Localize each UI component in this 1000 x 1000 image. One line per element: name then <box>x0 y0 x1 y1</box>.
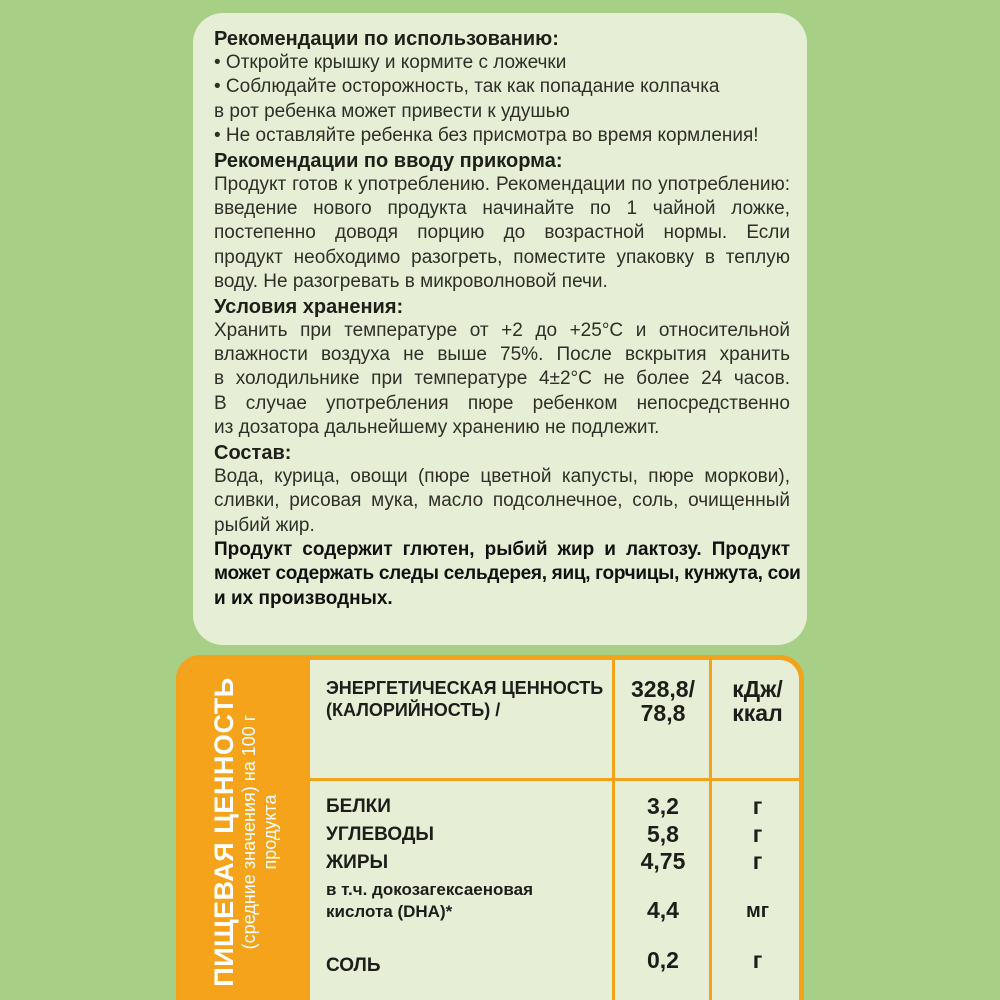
nutrient-value-protein: 3,2 <box>647 793 679 819</box>
usage-item: • Откройте крышку и кормите с ложечки <box>214 52 567 73</box>
introduction-line: введение нового продукта начинайте по 1 чайной ложке, <box>214 198 790 220</box>
introduction-line: постепенно доводя порцию до возрастной нормы. Если <box>214 222 790 244</box>
nutrient-name-fat: ЖИРЫ <box>326 852 389 873</box>
energy-label-line: (КАЛОРИЙНОСТЬ) / <box>326 700 501 720</box>
energy-label <box>326 677 603 721</box>
usage-item: • Не оставляйте ребенка без присмотра во время кормления! <box>214 125 759 147</box>
introduction-heading: Рекомендации по вводу прикорма: <box>214 149 563 172</box>
storage-line: влажности воздуха не выше 75%. После вскрытия хранить <box>214 344 790 366</box>
energy-unit <box>711 677 804 725</box>
nutrient-value-carbs: 5,8 <box>647 821 679 847</box>
nutrition-table <box>176 655 804 1000</box>
composition-line: сливки, рисовая мука, масло подсолнечное, соль, очищенный <box>214 490 790 512</box>
storage-line: Хранить при температуре от +2 до +25°С и относительной <box>214 319 790 341</box>
composition-heading: Состав: <box>214 441 292 464</box>
nutrition-subtitle: продукта <box>260 794 280 870</box>
energy-value-line: 78,8 <box>640 700 686 726</box>
storage-heading: Условия хранения: <box>214 295 404 318</box>
allergen-line: может содержать следы сельдерея, яиц, горчицы, кунжута, сои <box>214 563 801 585</box>
nutrient-name-carbs: УГЛЕВОДЫ <box>326 824 435 845</box>
allergen-line: и их производных. <box>214 587 393 609</box>
storage-line: из дозатора дальнейшему хранению не подлежит. <box>214 417 660 439</box>
nutrition-side-label <box>209 667 281 997</box>
energy-value-line: 328,8/ <box>631 676 695 702</box>
row-divider <box>310 778 799 781</box>
storage-line: В случае употребления пюре ребенком непосредственно <box>214 392 790 414</box>
nutrient-unit-salt: г <box>752 947 763 973</box>
introduction-line: воду. Не разогревать в микроволновой печи. <box>214 271 608 293</box>
nutrient-unit-carbs: г <box>752 821 763 847</box>
nutrition-side-panel <box>181 660 310 1000</box>
nutrient-value-fat: 4,75 <box>640 848 686 874</box>
info-card <box>193 13 807 645</box>
nutrient-value-salt: 0,2 <box>647 947 679 973</box>
energy-unit-line: кДж/ <box>732 676 783 702</box>
nutrient-unit-fat: г <box>752 848 763 874</box>
composition-line: Вода, курица, овощи (пюре цветной капусты, пюре моркови), <box>214 465 790 487</box>
nutrient-name-salt: СОЛЬ <box>326 955 381 976</box>
nutrient-value-dha: 4,4 <box>647 897 679 923</box>
allergen-line: Продукт содержит глютен, рыбий жир и лактозу. Продукт <box>214 538 790 560</box>
nutrient-name-dha-line: в т.ч. докозагексаеновая <box>326 880 533 899</box>
nutrient-unit-dha: мг <box>745 900 770 922</box>
composition-line: рыбий жир. <box>214 514 315 536</box>
usage-item: • Соблюдайте осторожность, так как попадание колпачка <box>214 76 720 98</box>
energy-unit-line: ккал <box>732 700 783 726</box>
introduction-line: продукт необходимо разогреть, поместите упаковку в теплую <box>214 246 790 268</box>
nutrient-unit-protein: г <box>752 793 763 819</box>
nutrient-name-dha <box>326 879 533 923</box>
energy-label-line: ЭНЕРГЕТИЧЕСКАЯ ЦЕННОСТЬ <box>326 678 604 698</box>
nutrient-name-protein: БЕЛКИ <box>326 796 391 817</box>
usage-item: в рот ребенка может привести к удушью <box>214 100 570 122</box>
nutrition-title: ПИЩЕВАЯ ЦЕННОСТЬ <box>209 677 239 987</box>
introduction-line: Продукт готов к употреблению. Рекомендации по употреблению: <box>214 173 790 195</box>
nutrient-name-dha-line: кислота (DHA)* <box>326 902 453 921</box>
storage-line: в холодильнике при температуре 4±2°С не более 24 часов. <box>214 368 790 390</box>
usage-heading: Рекомендации по использованию: <box>214 28 559 50</box>
energy-value <box>615 677 711 725</box>
nutrition-subtitle: (средние значения) на 100 г <box>239 714 259 950</box>
